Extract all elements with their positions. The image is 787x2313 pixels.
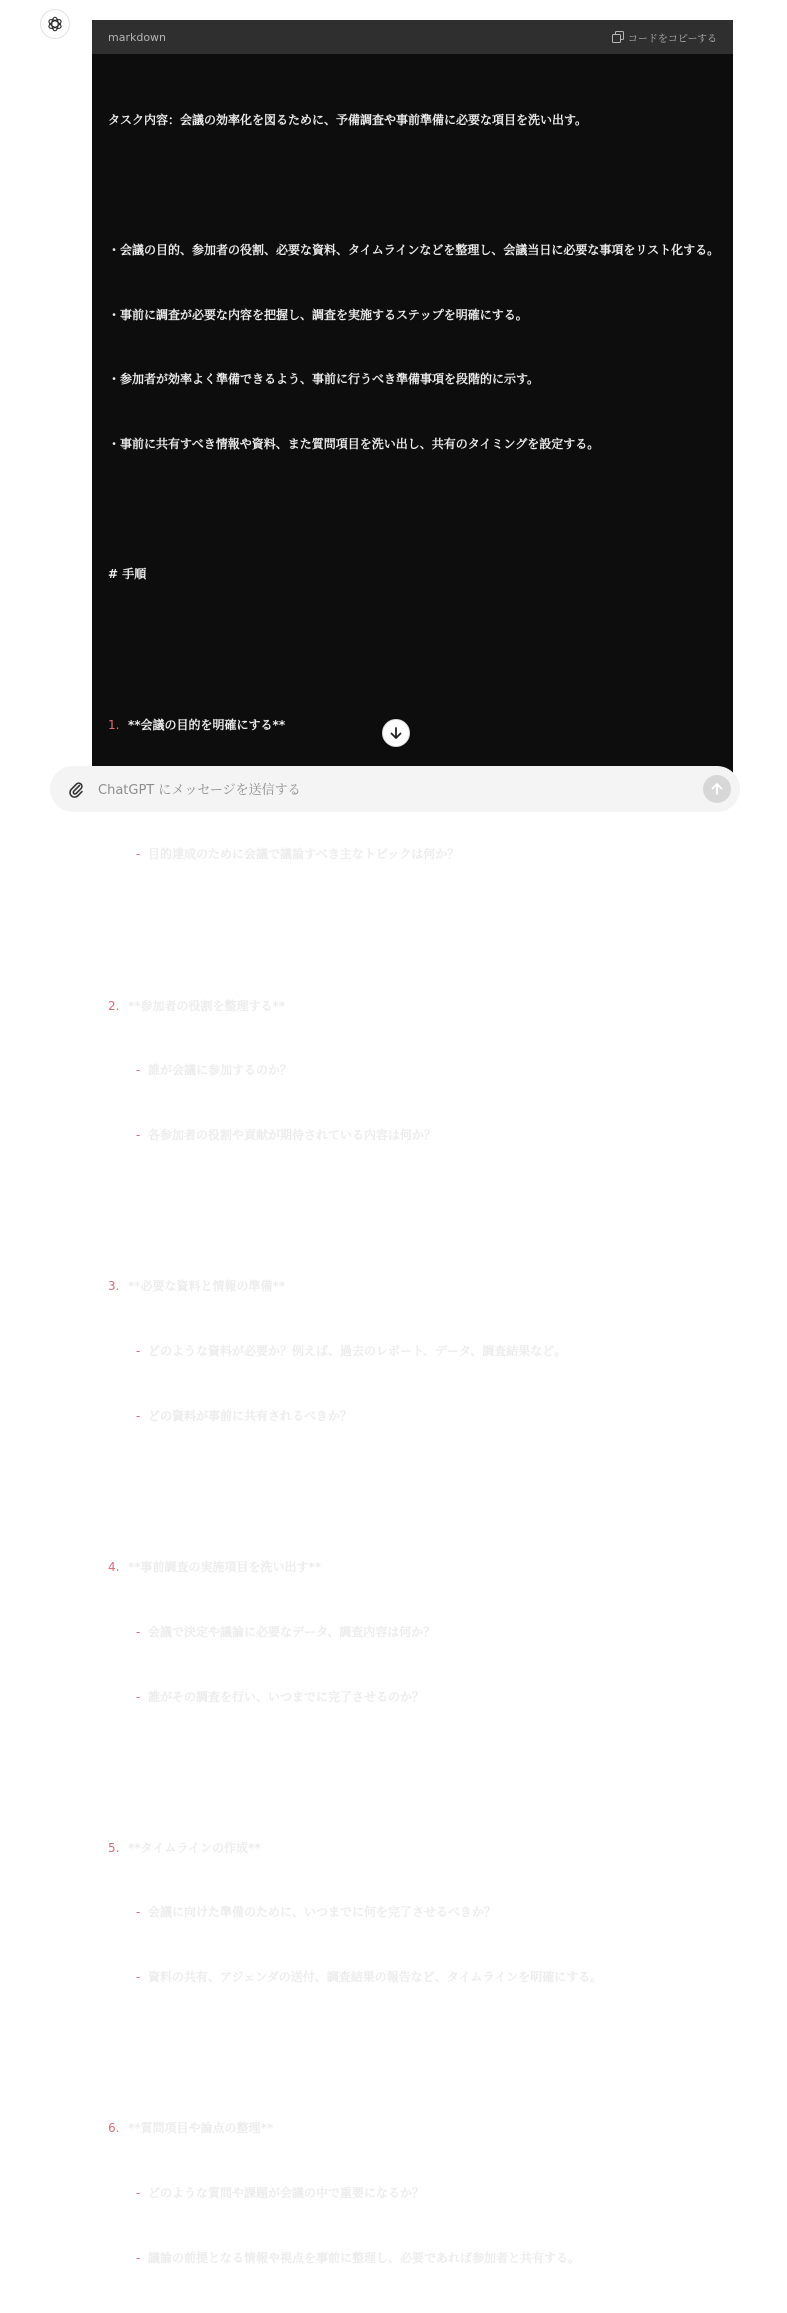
step-title-line	[108, 996, 733, 1018]
step-title: **質問項目や論点の整理**	[128, 2121, 274, 2136]
code-blank-line	[108, 175, 733, 197]
step-title: **参加者の役割を整理する**	[128, 998, 286, 1013]
step-title-line	[108, 1276, 733, 1298]
list-dash: -	[136, 1128, 141, 1143]
step-number: 1.	[108, 717, 120, 732]
step-item: 議論の前提となる情報や視点を事前に整理し、必要であれば参加者と共有する。	[148, 2250, 581, 2265]
step-item-line	[108, 1622, 733, 1644]
step-item: 各参加者の役割や貢献が期待されている内容は何か？	[148, 1128, 437, 1143]
list-dash: -	[136, 1408, 141, 1423]
copy-code-button[interactable]	[612, 30, 717, 45]
send-button[interactable]	[703, 775, 731, 803]
copy-icon	[612, 31, 624, 43]
code-blank-line	[108, 1471, 733, 1493]
code-line-bullet: ・会議の目的、参加者の役割、必要な資料、タイムラインなどを整理し、会議当日に必要な事項をリスト化する。	[108, 242, 720, 257]
step-title-line	[108, 1557, 733, 1579]
list-dash: -	[136, 1344, 141, 1359]
code-line-intro: タスク内容：会議の効率化を図るために、予備調査や事前準備に必要な項目を洗い出す。	[108, 113, 588, 128]
step-item-line	[108, 1967, 733, 1989]
code-header	[92, 20, 733, 54]
step-item-line	[108, 1902, 733, 1924]
step-item-line	[108, 2183, 733, 2205]
code-blank-line	[108, 628, 733, 650]
code-language-label: markdown	[108, 30, 167, 44]
assistant-avatar	[40, 9, 70, 39]
code-line-heading: # 手順	[108, 566, 147, 581]
code-line-bullet: ・参加者が効率よく準備できるよう、事前に行うべき準備事項を段階的に示す。	[108, 372, 540, 387]
code-blank-line	[108, 1190, 733, 1212]
code-blank-line	[108, 1751, 733, 1773]
list-dash: -	[136, 2186, 141, 2201]
step-item: 資料の共有、アジェンダの送付、調査結果の報告など、タイムラインを明確にする。	[148, 1970, 603, 1985]
step-item: 会議で決定や議論に必要なデータ、調査内容は何か？	[148, 1624, 436, 1639]
list-dash: -	[136, 2250, 141, 2265]
step-item: どの資料が事前に共有されるべきか？	[148, 1408, 353, 1423]
list-dash: -	[136, 1689, 141, 1704]
code-block	[92, 20, 733, 2265]
step-title-line	[108, 2118, 733, 2140]
step-title: **タイムラインの作成**	[128, 1840, 261, 1855]
copy-code-label: コードをコピーする	[627, 33, 717, 45]
step-item: 誰がその調査を行い、いつまでに完了させるのか？	[148, 1689, 425, 1704]
arrow-up-icon	[710, 782, 724, 796]
code-blank-line	[108, 909, 733, 931]
step-title: **事前調査の実施項目を洗い出す**	[128, 1559, 322, 1574]
step-item: 会議に向けた準備のために、いつまでに何を完了させるべきか？	[148, 1905, 497, 1920]
arrow-down-icon	[389, 726, 403, 740]
chatgpt-logo-icon	[46, 15, 64, 33]
step-item-line	[108, 1341, 733, 1363]
step-title: **会議の目的を明確にする**	[128, 717, 286, 732]
step-item-line	[108, 1687, 733, 1709]
step-item-line	[108, 1406, 733, 1428]
list-dash: -	[136, 1970, 141, 1985]
code-line-bullet: ・事前に調査が必要な内容を把握し、調査を実施するステップを明確にする。	[108, 307, 528, 322]
step-number: 3.	[108, 1279, 120, 1294]
step-item: どのような資料が必要か？例えば、過去のレポート、データ、調査結果など。	[148, 1344, 567, 1359]
step-item: 目的達成のために会議で議論すべき主なトピックは何か？	[148, 847, 460, 862]
step-title-line	[108, 1838, 733, 1860]
step-item-line	[108, 844, 733, 866]
step-number: 2.	[108, 998, 120, 1013]
code-blank-line	[108, 499, 733, 521]
step-number: 6.	[108, 2121, 120, 2136]
step-item-line	[108, 2248, 733, 2270]
list-dash: -	[136, 1905, 141, 1920]
step-item: どのような質問や課題が会議の中で重要になるか？	[148, 2186, 425, 2201]
code-line-bullet: ・事前に共有すべき情報や資料、また質問項目を洗い出し、共有のタイミングを設定する。	[108, 437, 600, 452]
step-item-line	[108, 1125, 733, 1147]
step-item: 誰が会議に参加するのか？	[148, 1063, 293, 1078]
step-item-line	[108, 1060, 733, 1082]
code-blank-line	[108, 2032, 733, 2054]
scroll-to-bottom-button[interactable]	[382, 719, 410, 747]
message-input[interactable]	[96, 778, 660, 802]
step-title-line	[108, 715, 733, 737]
list-dash: -	[136, 1063, 141, 1078]
message-composer	[50, 766, 740, 812]
step-number: 5.	[108, 1840, 120, 1855]
step-number: 4.	[108, 1559, 120, 1574]
list-dash: -	[136, 1624, 141, 1639]
list-dash: -	[136, 847, 141, 862]
step-title: **必要な資料と情報の準備**	[128, 1279, 286, 1294]
code-content	[92, 54, 733, 2313]
paperclip-icon[interactable]	[66, 780, 86, 800]
